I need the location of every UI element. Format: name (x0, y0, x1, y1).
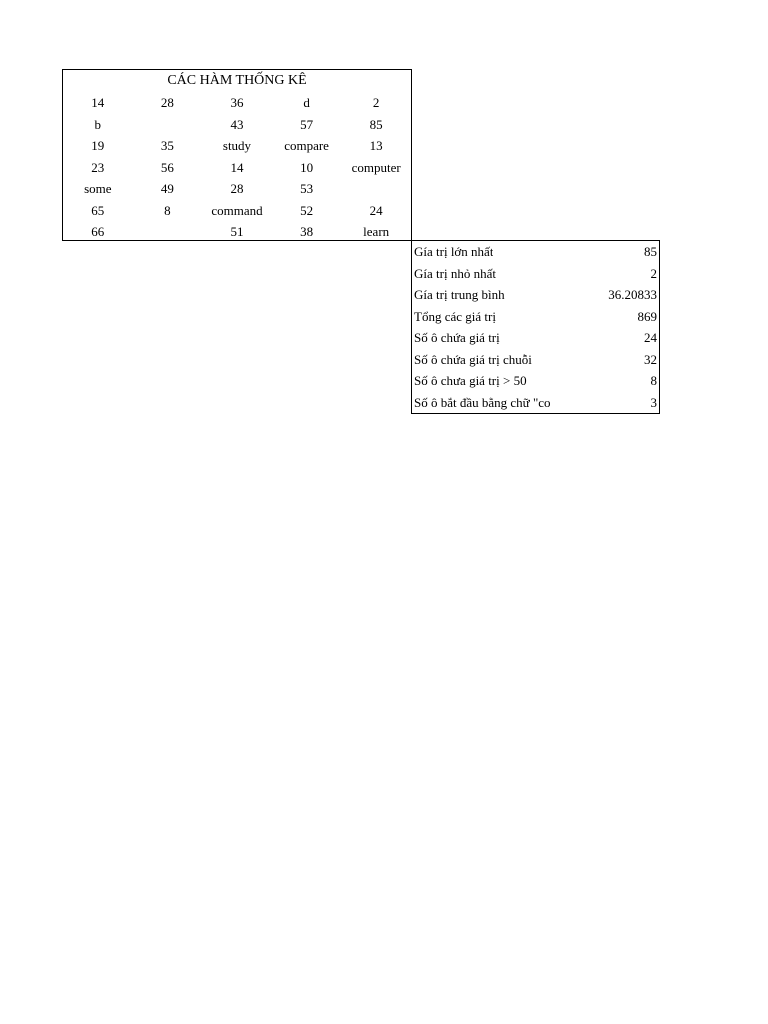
stat-value[interactable]: 2 (650, 265, 657, 281)
table-cell[interactable]: 65 (91, 202, 105, 218)
table-row (63, 157, 411, 179)
table-cell[interactable]: 51 (230, 224, 244, 239)
stat-row-countif-co (412, 392, 659, 414)
stat-value[interactable]: 36.20833 (608, 287, 657, 302)
table-cell[interactable]: 52 (300, 202, 314, 218)
table-cell[interactable]: b (94, 116, 102, 132)
table-row (63, 178, 411, 200)
table-cell[interactable]: 28 (160, 95, 174, 110)
table-cell[interactable]: 85 (369, 116, 383, 132)
table-cell[interactable] (133, 221, 203, 243)
table-cell[interactable]: 43 (230, 116, 244, 132)
stat-value[interactable]: 85 (644, 244, 657, 259)
table-row (63, 200, 411, 222)
table-cell[interactable]: computer (351, 159, 401, 175)
stat-label[interactable]: Số ô chứa giá trị (414, 330, 500, 345)
table-cell[interactable]: 24 (369, 202, 383, 218)
table-row (63, 92, 411, 114)
table-cell[interactable] (133, 114, 203, 136)
table-cell[interactable]: 66 (91, 224, 105, 239)
table-cell[interactable]: 8 (164, 202, 171, 218)
statistics-data-table (62, 69, 412, 241)
table-cell[interactable]: 28 (230, 181, 244, 196)
stat-row-sum (412, 306, 659, 328)
table-cell[interactable]: 53 (300, 181, 314, 196)
table-cell[interactable]: d (303, 95, 310, 110)
table-cell[interactable]: some (84, 181, 112, 196)
table-cell[interactable]: 56 (160, 159, 174, 175)
stat-label[interactable]: Gía trị nhỏ nhất (414, 265, 496, 281)
stat-value[interactable]: 869 (637, 308, 657, 324)
stat-row-counta (412, 349, 659, 371)
table-row (63, 135, 411, 157)
table-cell[interactable]: 38 (300, 224, 314, 239)
table-cell[interactable]: compare (284, 138, 329, 153)
stat-label[interactable]: Số ô chưa giá trị > 50 (414, 373, 527, 388)
table-cell[interactable]: study (222, 138, 252, 153)
stat-label[interactable]: Gía trị lớn nhất (414, 244, 494, 259)
table-cell[interactable]: 35 (160, 138, 174, 153)
table-cell[interactable] (341, 178, 411, 200)
table-cell[interactable]: command (211, 202, 263, 218)
stat-label[interactable]: Số ô bắt đầu bằng chữ "co (414, 394, 551, 410)
table-cell[interactable]: 19 (91, 138, 105, 153)
table-cell[interactable]: 57 (300, 116, 314, 132)
stat-row-count (412, 327, 659, 349)
table-cell[interactable]: 13 (369, 138, 383, 153)
stat-row-max (412, 241, 659, 263)
stat-value[interactable]: 8 (650, 373, 657, 388)
stat-label[interactable]: Gía trị trung bình (414, 287, 505, 302)
table-title: CÁC HÀM THỐNG KÊ (167, 73, 307, 88)
table-cell[interactable]: 49 (160, 181, 174, 196)
statistics-results-table (411, 240, 660, 414)
table-row (63, 221, 411, 243)
stat-value[interactable]: 24 (644, 330, 657, 345)
stat-row-countif-gt50 (412, 370, 659, 392)
stat-row-min (412, 263, 659, 285)
stat-value[interactable]: 3 (650, 394, 657, 410)
table-cell[interactable]: 14 (230, 159, 244, 175)
table-cell[interactable]: 10 (300, 159, 314, 175)
table-cell[interactable]: 23 (91, 159, 105, 175)
stat-label[interactable]: Tổng các giá trị (414, 308, 496, 324)
stat-row-average (412, 284, 659, 306)
table-cell[interactable]: learn (363, 224, 390, 239)
table-row (63, 114, 411, 136)
stat-label[interactable]: Số ô chứa giá trị chuỗi (414, 351, 532, 367)
table-cell[interactable]: 14 (91, 95, 105, 110)
table-cell[interactable]: 36 (230, 95, 244, 110)
table-cell[interactable]: 2 (372, 95, 380, 110)
stat-value[interactable]: 32 (644, 351, 657, 367)
